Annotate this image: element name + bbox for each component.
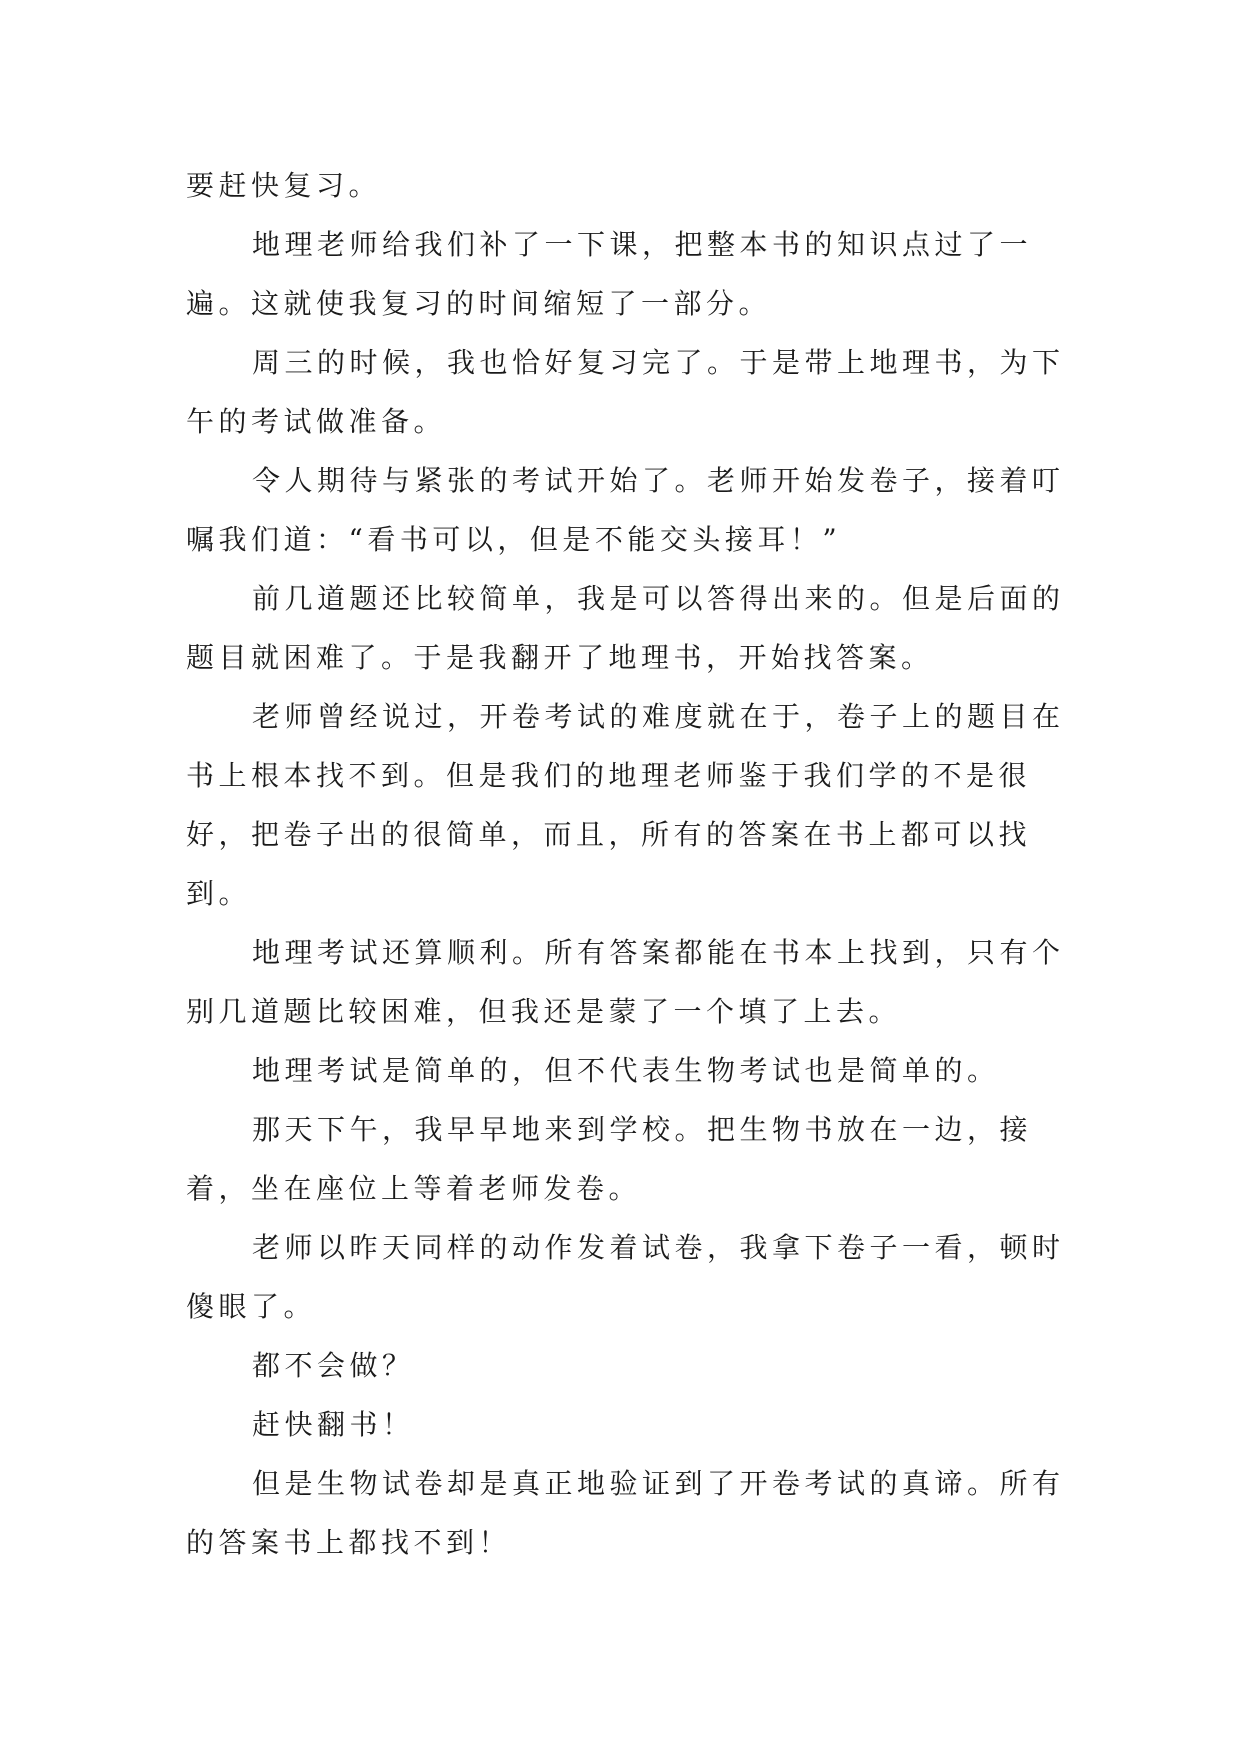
paragraph: 要赶快复习。 [186, 169, 382, 202]
paragraph: 但是生物试卷却是真正地验证到了开卷考试的真谛。所有的答案书上都找不到！ [186, 1467, 1065, 1559]
paragraph: 地理考试是简单的，但不代表生物考试也是简单的。 [252, 1054, 1000, 1087]
document-body [186, 156, 1066, 1572]
paragraph: 赶快翻书！ [252, 1408, 415, 1441]
paragraph: 那天下午，我早早地来到学校。把生物书放在一边，接着，坐在座位上等着老师发卷。 [186, 1113, 1033, 1205]
paragraph: 地理老师给我们补了一下课，把整本书的知识点过了一遍。这就使我复习的时间缩短了一部分。 [186, 228, 1033, 320]
paragraph: 老师以昨天同样的动作发着试卷，我拿下卷子一看，顿时傻眼了。 [186, 1231, 1065, 1323]
paragraph: 令人期待与紧张的考试开始了。老师开始发卷子，接着叮嘱我们道：“看书可以，但是不能交头接耳！” [186, 464, 1065, 556]
paragraph: 周三的时候，我也恰好复习完了。于是带上地理书，为下午的考试做准备。 [186, 346, 1065, 438]
paragraph: 前几道题还比较简单，我是可以答得出来的。但是后面的题目就困难了。于是我翻开了地理书，开始找答案。 [186, 582, 1065, 674]
paragraph: 老师曾经说过，开卷考试的难度就在于，卷子上的题目在书上根本找不到。但是我们的地理老师鉴于我们学的不是很好，把卷子出的很简单，而且，所有的答案在书上都可以找到。 [186, 700, 1065, 910]
paragraph: 地理考试还算顺利。所有答案都能在书本上找到，只有个别几道题比较困难，但我还是蒙了一个填了上去。 [186, 936, 1065, 1028]
paragraph: 都不会做？ [252, 1349, 415, 1382]
